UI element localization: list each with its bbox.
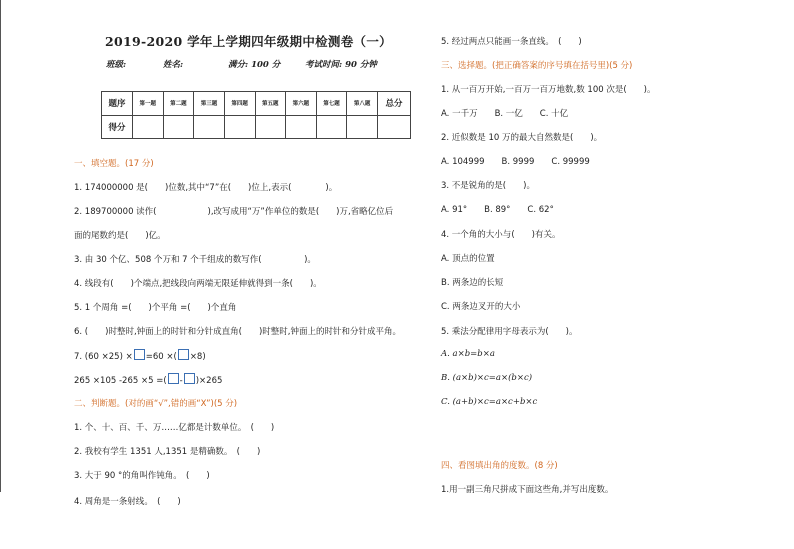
section2-heading: 二、判断题。(对的画“√”,错的画“X”)(5 分): [74, 399, 238, 409]
score-table-total: 总分: [378, 92, 411, 116]
answer-box[interactable]: [134, 349, 145, 360]
option: A. 顶点的位置: [441, 254, 495, 264]
option: C. (a+b)×c=a×c+b×c: [441, 397, 538, 407]
score-cell[interactable]: [163, 115, 194, 139]
question: 面的尾数约是( )亿。: [74, 231, 166, 241]
question: 2. 我校有学生 1351 人,1351 是精确数。 ( ): [74, 447, 261, 457]
score-cell[interactable]: [224, 115, 255, 139]
option: B. 两条边的长短: [441, 278, 504, 288]
question: 4. 线段有( )个端点,把线段向两端无限延伸就得到一条( )。: [74, 279, 322, 289]
question: 6. ( )时整时,钟面上的时针和分针成直角( )时整时,钟面上的时针和分针成平角。: [74, 327, 401, 337]
options: A. 91° B. 89° C. 62°: [441, 205, 554, 215]
question: 5. 1 个周角 =( )个平角 =( )个直角: [74, 303, 237, 313]
answer-box[interactable]: [168, 373, 179, 384]
exam-time-label: 考试时间: 90 分钟: [305, 60, 377, 70]
question: 2. 189700000 读作( ),改写成用“万”作单位的数是( )万,省略亿位后: [74, 207, 394, 217]
question: 5. 乘法分配律用字母表示为( )。: [441, 327, 578, 337]
question: 4. 周角是一条射线。 ( ): [74, 497, 181, 507]
question: 1.用一副三角尺拼成下面这些角,并写出度数。: [441, 485, 614, 495]
score-cell[interactable]: [378, 115, 411, 139]
options: A. 104999 B. 9999 C. 99999: [441, 157, 590, 167]
q7b-pre: 265 ×105 -265 ×5 =(: [74, 376, 167, 386]
score-table-column: 第五题: [255, 92, 286, 116]
question: 5. 经过两点只能画一条直线。 ( ): [441, 37, 582, 47]
question-7a: [74, 349, 206, 362]
score-cell[interactable]: [194, 115, 225, 139]
question: 2. 近似数是 10 万的最大自然数是( )。: [441, 133, 603, 143]
page-title: 2019-2020 学年上学期四年级期中检测卷（一）: [105, 34, 392, 49]
score-table-column: 第八题: [347, 92, 378, 116]
q7b-dash: -: [179, 376, 183, 386]
q7a-pre: 7. (60 ×25) ×: [74, 352, 133, 362]
class-label: 班级:: [106, 60, 127, 70]
score-table-column: 第三题: [194, 92, 225, 116]
option: B. (a×b)×c=a×(b×c): [441, 373, 533, 383]
score-cell[interactable]: [286, 115, 317, 139]
question: 1. 个、十、百、千、万……亿都是计数单位。 ( ): [74, 423, 275, 433]
score-table-column: 第六题: [286, 92, 317, 116]
full-score-label: 满分: 100 分: [228, 60, 281, 70]
question: 3. 大于 90 °的角叫作钝角。 ( ): [74, 471, 210, 481]
question: 3. 不是锐角的是( )。: [441, 181, 535, 191]
score-table-header-label: 题序: [102, 92, 133, 116]
score-table-column: 第一题: [133, 92, 164, 116]
option: A. a×b=b×a: [441, 349, 495, 359]
score-cell[interactable]: [255, 115, 286, 139]
section3-heading: 三、选择题。(把正确答案的序号填在括号里)(5 分): [441, 61, 633, 71]
score-table-score-label: 得分: [102, 115, 133, 139]
question: 1. 174000000 是( )位数,其中“7”在( )位上,表示( )。: [74, 183, 338, 193]
score-table: [101, 91, 411, 139]
score-cell[interactable]: [133, 115, 164, 139]
answer-box[interactable]: [184, 373, 195, 384]
name-label: 姓名:: [163, 60, 184, 70]
section1-heading: 一、填空题。(17 分): [74, 159, 154, 169]
column-divider: [0, 0, 1, 492]
question: 4. 一个角的大小与( )有关。: [441, 230, 561, 240]
score-table-column: 第二题: [163, 92, 194, 116]
q7a-post: ×8): [189, 352, 206, 362]
answer-box[interactable]: [178, 349, 189, 360]
question-7b: [74, 373, 222, 386]
score-table-column: 第四题: [224, 92, 255, 116]
section4-heading: 四、看图填出角的度数。(8 分): [441, 461, 558, 471]
question: 3. 由 30 个亿、508 个万和 7 个千组成的数写作( )。: [74, 255, 316, 265]
score-cell[interactable]: [347, 115, 378, 139]
options: A. 一千万 B. 一亿 C. 十亿: [441, 109, 569, 119]
q7b-post: )×265: [195, 376, 223, 386]
score-cell[interactable]: [316, 115, 347, 139]
q7a-mid: =60 ×(: [145, 352, 177, 362]
score-table-column: 第七题: [316, 92, 347, 116]
option: C. 两条边叉开的大小: [441, 302, 521, 312]
question: 1. 从一百万开始,一百万一百万地数,数 100 次是( )。: [441, 85, 656, 95]
